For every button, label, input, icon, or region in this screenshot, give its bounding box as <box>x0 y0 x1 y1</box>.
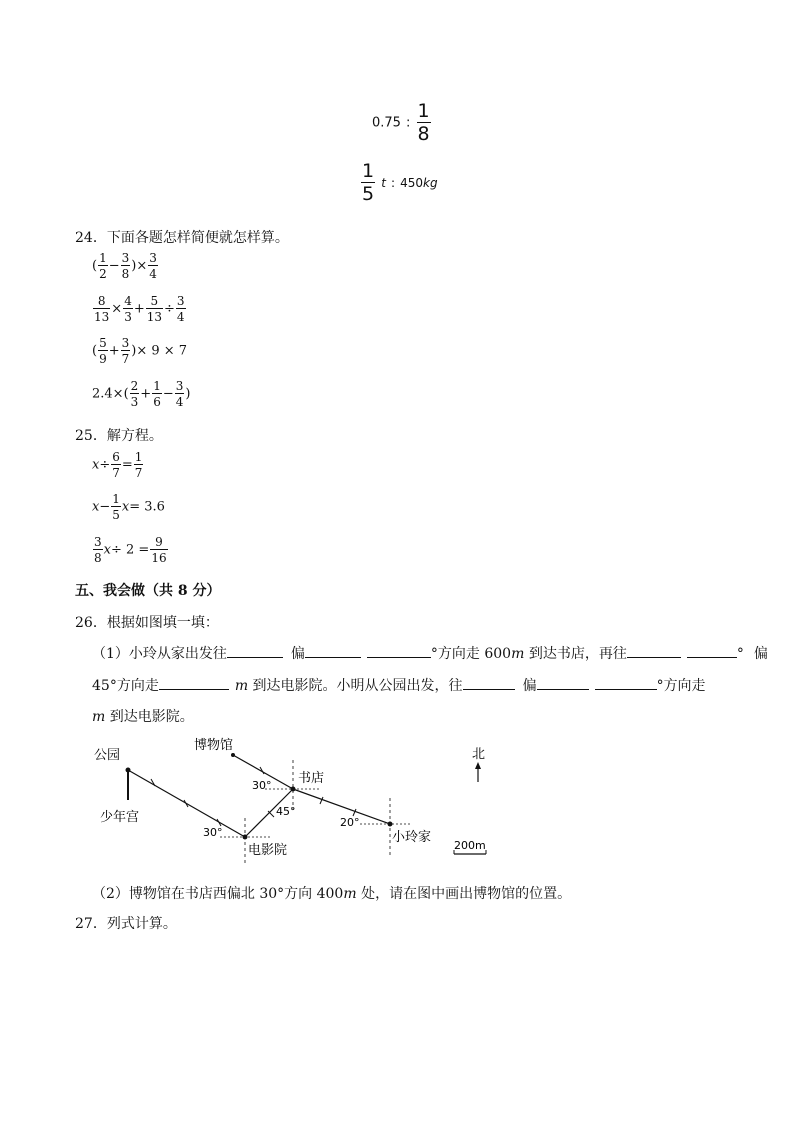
operator: ÷ <box>99 457 111 473</box>
paren: ) <box>185 386 191 402</box>
q25-equation-2 <box>92 493 165 521</box>
label-angle-45: 45° <box>276 805 296 818</box>
q25-equation-1 <box>92 451 144 479</box>
q24-expression-1 <box>92 252 159 280</box>
fraction: $\frac{5}{13}$ <box>146 294 163 324</box>
fraction: $\frac{3}{8}$ <box>94 535 102 565</box>
ratio1-den: 8 <box>417 123 430 145</box>
ratio2-fraction <box>361 162 375 204</box>
operator: + <box>133 301 145 317</box>
tick-mark <box>320 797 323 804</box>
fraction: $\frac{6}{7}$ <box>112 450 120 480</box>
q25-equation-3 <box>92 536 169 564</box>
label-park: 公园 <box>94 748 121 763</box>
park-point <box>126 768 131 773</box>
text: （2）博物馆在书店西偏北 30°方向 400 <box>92 886 344 902</box>
operator: + <box>140 386 152 402</box>
ratio1-left: 0.75 <box>372 115 401 131</box>
variable: x <box>121 499 130 515</box>
label-museum: 博物馆 <box>194 738 234 753</box>
fraction: $\frac{5}{9}$ <box>99 336 107 366</box>
variable: x <box>92 499 100 515</box>
q26-paragraph-line-2 <box>92 675 706 695</box>
operator: ÷ 2 = <box>110 542 150 558</box>
fraction: $\frac{3}{4}$ <box>175 379 184 409</box>
variable: x <box>92 457 100 473</box>
label-scale: 200m <box>454 839 486 852</box>
ratio2-den: 5 <box>362 183 375 205</box>
ratio-expression-2 <box>360 162 438 204</box>
q26-paragraph-line-3 <box>92 706 194 726</box>
label-angle-30-cinema: 30° <box>203 826 223 839</box>
ratio-expression-1 <box>372 102 432 144</box>
label-youth-palace: 少年宫 <box>100 810 140 825</box>
operator: )× <box>131 258 148 274</box>
q24-title: 24．下面各题怎样简便就怎样算。 <box>75 230 289 246</box>
operator: − <box>99 499 111 515</box>
label-home: 小玲家 <box>392 830 432 845</box>
text: °方向走 <box>656 678 706 694</box>
fraction: $\frac{3}{8}$ <box>121 251 130 281</box>
answer-blank[interactable] <box>367 643 431 658</box>
operator: 2.4×( <box>92 386 129 402</box>
q24-expression-3 <box>92 337 187 365</box>
answer-blank[interactable] <box>595 675 657 690</box>
label-north: 北 <box>472 747 486 762</box>
fraction: $\frac{9}{16}$ <box>151 535 167 565</box>
fraction: $\frac{1}{6}$ <box>153 379 161 409</box>
q27-title: 27．列式计算。 <box>75 916 177 932</box>
answer-blank[interactable] <box>159 675 229 690</box>
fraction: $\frac{2}{3}$ <box>130 379 139 409</box>
label-angle-20: 20° <box>340 816 360 829</box>
q24-expression-4 <box>92 380 190 408</box>
text: 偏 <box>522 678 537 694</box>
text: 偏 <box>290 646 305 662</box>
operator: + <box>108 343 120 359</box>
ratio2-unit-t: t <box>381 176 386 190</box>
fraction: $\frac{3}{4}$ <box>149 251 157 281</box>
north-arrowhead-icon <box>475 762 481 769</box>
operator: − <box>162 386 174 402</box>
ratio2-right: 450 <box>400 176 424 190</box>
unit: m <box>511 646 525 662</box>
q24-expression-2 <box>92 295 187 323</box>
ratio1-num: 1 <box>417 100 430 122</box>
fraction: $\frac{4}{3}$ <box>124 294 132 324</box>
fraction: $\frac{3}{7}$ <box>121 336 130 366</box>
ratio2-colon: : <box>391 176 396 190</box>
home-point <box>388 822 393 827</box>
answer-blank[interactable] <box>627 643 681 658</box>
fraction: $\frac{1}{2}$ <box>99 251 107 281</box>
fraction: $\frac{1}{5}$ <box>112 492 120 522</box>
operator: ÷ <box>164 301 175 317</box>
answer-blank[interactable] <box>305 643 361 658</box>
tick-mark <box>353 809 356 816</box>
operator: − <box>108 258 120 274</box>
tick-mark <box>268 811 274 817</box>
q26-part-2 <box>92 883 571 903</box>
q25-title: 25．解方程。 <box>75 428 163 444</box>
q26-paragraph-line-1 <box>92 643 768 663</box>
section-title: 五、我会做（共 8 分） <box>75 583 221 599</box>
text: 到达电影院。 <box>105 709 194 725</box>
unit: m <box>92 709 106 725</box>
answer-blank[interactable] <box>687 643 737 658</box>
text: 到达书店，再往 <box>524 646 627 662</box>
fraction: $\frac{3}{4}$ <box>176 294 185 324</box>
ratio1-colon: : <box>406 115 411 131</box>
museum-point <box>231 753 235 757</box>
ratio2-num: 1 <box>362 160 375 182</box>
paren: ( <box>92 258 98 274</box>
label-angle-30-museum: 30° <box>252 779 272 792</box>
operator: × <box>111 301 123 317</box>
operator: )× 9 × 7 <box>131 343 188 359</box>
text: 处，请在图中画出博物馆的位置。 <box>356 886 572 902</box>
ratio1-fraction <box>417 102 431 144</box>
unit: m <box>343 886 357 902</box>
fraction: $\frac{8}{13}$ <box>94 294 110 324</box>
text: （1）小玲从家出发往 <box>92 646 227 662</box>
fraction: $\frac{1}{7}$ <box>134 450 143 480</box>
label-cinema: 电影院 <box>248 843 288 858</box>
text: 到达电影院。小明从公园出发，往 <box>248 678 463 694</box>
direction-map <box>80 730 500 870</box>
operator: = <box>121 457 133 473</box>
operator: = 3.6 <box>129 499 165 515</box>
answer-blank[interactable] <box>227 643 283 658</box>
text: 45°方向走 <box>92 678 159 694</box>
ratio2-unit-kg: kg <box>423 176 438 190</box>
q26-title: 26．根据如图填一填： <box>75 615 219 631</box>
answer-blank[interactable] <box>463 675 515 690</box>
unit: m <box>234 678 249 694</box>
answer-blank[interactable] <box>537 675 589 690</box>
variable: x <box>103 542 111 558</box>
label-bookstore: 书店 <box>298 771 325 786</box>
paren: ( <box>92 343 98 359</box>
text: °方向走 600 <box>430 646 512 662</box>
text: ° <box>736 646 744 662</box>
text: 偏 <box>753 646 768 662</box>
